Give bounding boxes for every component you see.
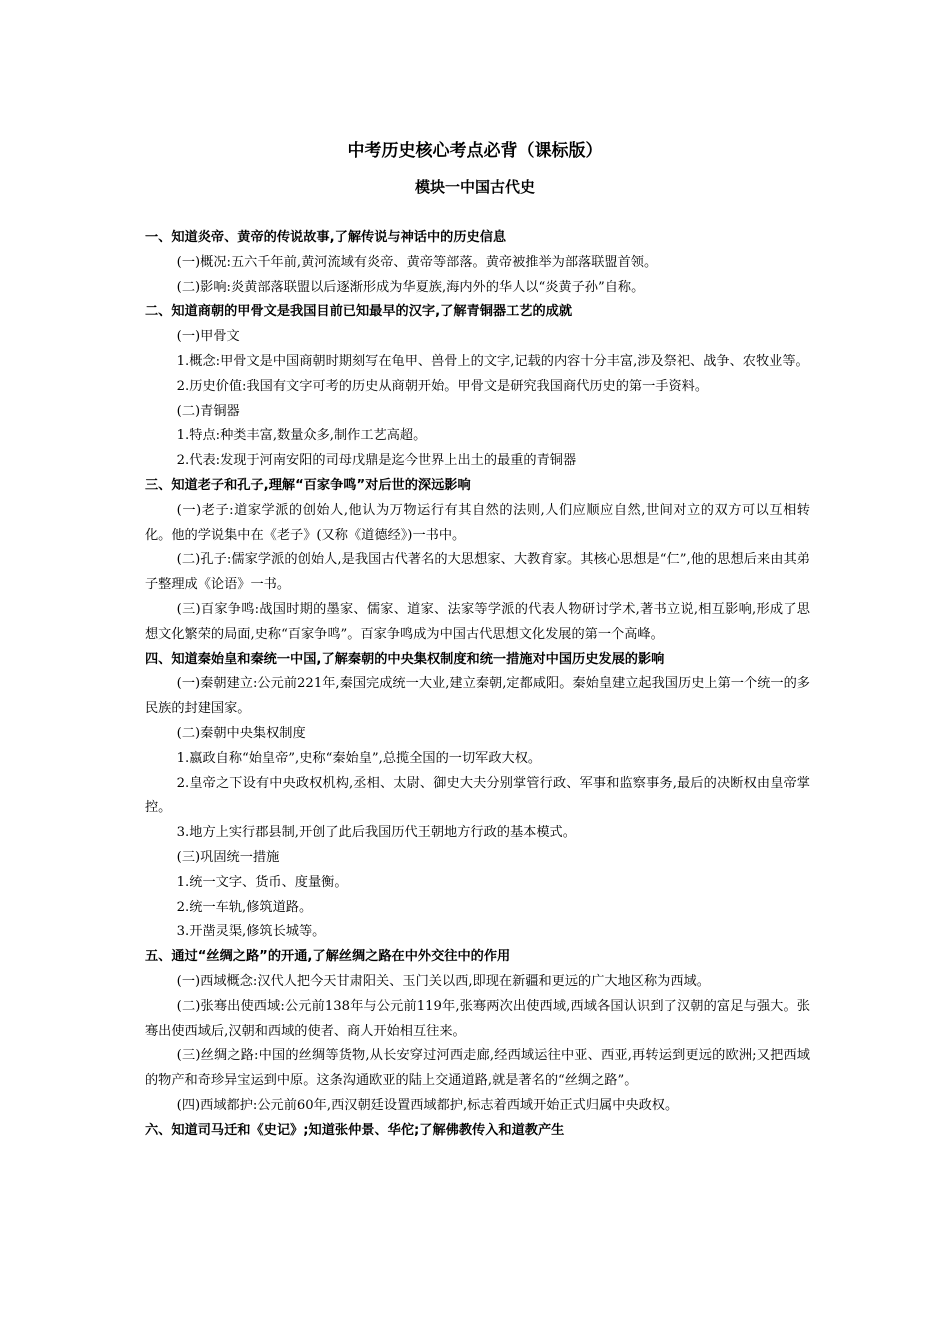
page-title: 中考历史核心考点必背（课标版） xyxy=(347,141,603,161)
body-paragraph: 2.皇帝之下设有中央政权机构,丞相、太尉、御史大夫分别掌管行政、军事和监察事务,最后的决断权由皇帝掌控。 xyxy=(145,775,810,816)
page-subtitle: 模块一中国古代史 xyxy=(414,178,535,196)
section-heading: 二、知道商朝的甲骨文是我国目前已知最早的汉字,了解青铜器工艺的成就 xyxy=(145,304,573,320)
body-paragraph: (三)巩固统一措施 xyxy=(176,849,280,865)
section-heading: 四、知道秦始皇和秦统一中国,了解秦朝的中央集权制度和统一措施对中国历史发展的影响 xyxy=(145,651,665,667)
body-paragraph: 2.历史价值:我国有文字可考的历史从商朝开始。甲骨文是研究我国商代历史的第一手资料。 xyxy=(176,378,709,394)
body-paragraph: (一)老子:道家学派的创始人,他认为万物运行有其自然的法则,人们应顺应自然,世间对立的双方可以互相转化。他的学说集中在《老子》(又称《道德经》)一书中。 xyxy=(145,502,810,543)
body-paragraph: 1.概念:甲骨文是中国商朝时期刻写在龟甲、兽骨上的文字,记载的内容十分丰富,涉及祭祀、战争、农牧业等。 xyxy=(176,353,809,369)
body-paragraph: (二)影响:炎黄部落联盟以后逐渐形成为华夏族,海内外的华人以“炎黄子孙”自称。 xyxy=(176,279,645,295)
body-paragraph: (一)西域概念:汉代人把今天甘肃阳关、玉门关以西,即现在新疆和更远的广大地区称为西域。 xyxy=(176,973,710,989)
body-paragraph: (二)张骞出使西域:公元前138年与公元前119年,张骞两次出使西域,西域各国认识到了汉朝的富足与强大。张骞出使西域后,汉朝和西域的使者、商人开始相互往来。 xyxy=(145,998,810,1039)
section-heading: 六、知道司马迁和《史记》;知道张仲景、华佗;了解佛教传入和道教产生 xyxy=(145,1122,565,1138)
body-paragraph: (一)甲骨文 xyxy=(176,329,240,345)
body-paragraph: 2.统一车轨,修筑道路。 xyxy=(176,899,313,915)
body-paragraph: 1.特点:种类丰富,数量众多,制作工艺高超。 xyxy=(176,428,427,444)
body-paragraph: 1.嬴政自称“始皇帝”,史称“秦始皇”,总揽全国的一切军政大权。 xyxy=(176,750,542,766)
body-paragraph: 3.地方上实行郡县制,开创了此后我国历代王朝地方行政的基本模式。 xyxy=(176,825,576,841)
body-paragraph: 2.代表:发现于河南安阳的司母戊鼎是迄今世界上出土的最重的青铜器 xyxy=(176,453,577,469)
body-paragraph: (二)秦朝中央集权制度 xyxy=(176,725,306,741)
body-paragraph: 1.统一文字、货币、度量衡。 xyxy=(176,874,348,890)
body-paragraph: (二)青铜器 xyxy=(176,403,240,419)
body-paragraph: (四)西域都护:公元前60年,西汉朝廷设置西域都护,标志着西域开始正式归属中央政权。 xyxy=(176,1097,679,1113)
body-paragraph: (三)丝绸之路:中国的丝绸等货物,从长安穿过河西走廊,经西域运往中亚、西亚,再转运到更远的欧洲;又把西域的物产和奇珍异宝运到中原。这条沟通欧亚的陆上交通道路,就是著名的“丝绸之路”。 xyxy=(145,1048,810,1089)
body-paragraph: 3.开凿灵渠,修筑长城等。 xyxy=(176,924,326,940)
section-heading: 三、知道老子和孔子,理解“百家争鸣”对后世的深远影响 xyxy=(145,477,471,493)
section-heading: 五、通过“丝绸之路”的开通,了解丝绸之路在中外交往中的作用 xyxy=(145,949,511,965)
body-paragraph: (三)百家争鸣:战国时期的墨家、儒家、道家、法家等学派的代表人物研讨学术,著书立说,相互影响,形成了思想文化繁荣的局面,史称“百家争鸣”。百家争鸣成为中国古代思想文化发展的第一个高峰。 xyxy=(145,601,810,642)
section-heading: 一、知道炎帝、黄帝的传说故事,了解传说与神话中的历史信息 xyxy=(145,230,507,245)
body-paragraph: (一)秦朝建立:公元前221年,秦国完成统一大业,建立秦朝,定都咸阳。秦始皇建立起我国历史上第一个统一的多民族的封建国家。 xyxy=(145,676,810,717)
body-paragraph: (一)概况:五六千年前,黄河流域有炎帝、黄帝等部落。黄帝被推举为部落联盟首领。 xyxy=(176,254,658,270)
document-body xyxy=(145,226,810,1143)
body-paragraph: (二)孔子:儒家学派的创始人,是我国古代著名的大思想家、大教育家。其核心思想是“仁”,他的思想后来由其弟子整理成《论语》一书。 xyxy=(145,552,810,593)
